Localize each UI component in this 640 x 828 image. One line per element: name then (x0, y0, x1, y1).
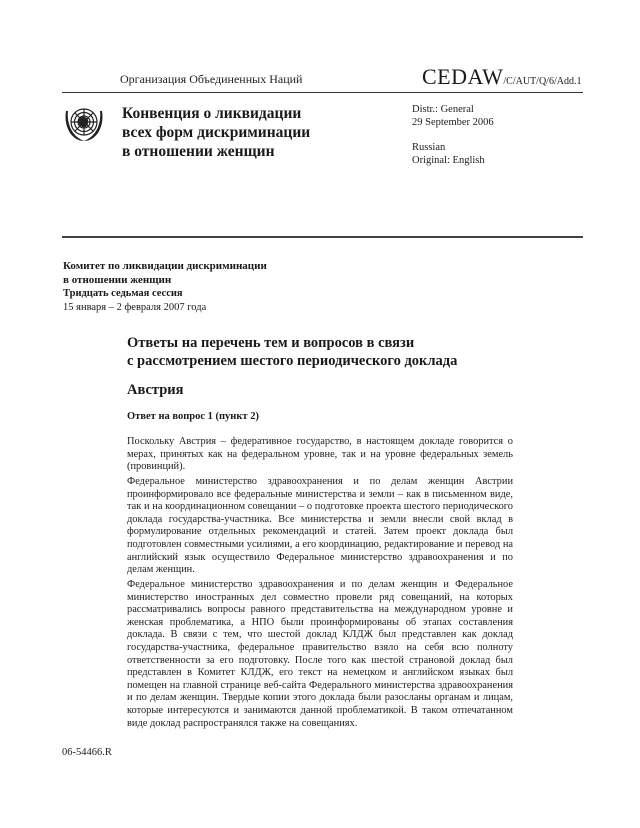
convention-title-line: Конвенция о ликвидации (122, 105, 302, 122)
language-info (412, 141, 485, 167)
distribution-date: 29 September 2006 (412, 117, 494, 128)
committee-block (63, 260, 267, 314)
session-dates: 15 января – 2 февраля 2007 года (63, 301, 207, 313)
question-heading: Ответ на вопрос 1 (пункт 2) (127, 411, 259, 422)
body-paragraph: Поскольку Австрия – федеративное государство, в настоящем докладе говорится о мерах, принятых как на федеральном уровне, так и на уровне федеральных земель (провинций). (127, 436, 513, 473)
organization-name: Организация Объединенных Наций (120, 72, 303, 86)
convention-title (122, 104, 310, 161)
document-title (127, 334, 457, 370)
convention-title-line: в отношении женщин (122, 143, 275, 160)
section-divider (62, 236, 583, 238)
original-language: Original: English (412, 155, 485, 166)
country-heading: Австрия (127, 382, 184, 398)
convention-title-line: всех форм дискриминации (122, 124, 311, 141)
document-code: 06-54466.R (62, 747, 112, 758)
symbol-main: CEDAW (422, 64, 504, 89)
symbol-suffix: /C/AUT/Q/6/Add.1 (503, 76, 582, 87)
un-emblem-icon (62, 101, 106, 145)
body-paragraph: Федеральное министерство здравоохранения и по делам женщин Австрии проинформировало все федеральные министерства и земли – как в письменном виде, так и на координационном совещании – о подготовке проекта шестого периодического доклада государства-участника. Все министерства и земли внесли свой вклад в формулирование отдельных рекомендаций и статей. Затем проект доклада был подготовлен совместными усилиями, а его координацию, редактирование и перевод на английский язык осуществило Федеральное министерство здравоохранения и по делам женщин. (127, 476, 513, 576)
session-name: Тридцать седьмая сессия (63, 288, 183, 299)
document-title-line: с рассмотрением шестого периодического доклада (127, 353, 458, 369)
document-title-line: Ответы на перечень тем и вопросов в связи (127, 335, 415, 351)
committee-name: Комитет по ликвидации дискриминации (63, 260, 267, 272)
header-rule (62, 92, 583, 93)
document-language: Russian (412, 142, 446, 153)
distribution-type: Distr.: General (412, 104, 474, 115)
distribution-info (412, 103, 494, 129)
body-paragraph: Федеральное министерство здравоохранения и по делам женщин и Федеральное министерство иностранных дел совместно провели ряд совещаний, на которых рассматривались вопросы равного представительства на международном уровне и женская проблематика, а НПО были проинформированы об этапах составления доклада. В связи с тем, что шестой доклад КЛДЖ был представлен как доклад государства-участника, федеральное правительство взяло на себя всю полноту ответственности за его подготовку. После того как шестой страновой доклад был представлен в Комитет КЛДЖ, его текст на немецком и английском языках был помещен на главной странице веб-сайта Федерального министерства здравоохранения и по делам женщин. Твердые копии этого доклада были разосланы органам и лицам, которые интересуются и занимаются данной проблематикой. В таком отпечатанном виде доклад распространялся также на совещаниях. (127, 579, 513, 729)
document-symbol (422, 64, 581, 90)
committee-name-cont: в отношении женщин (63, 273, 172, 286)
